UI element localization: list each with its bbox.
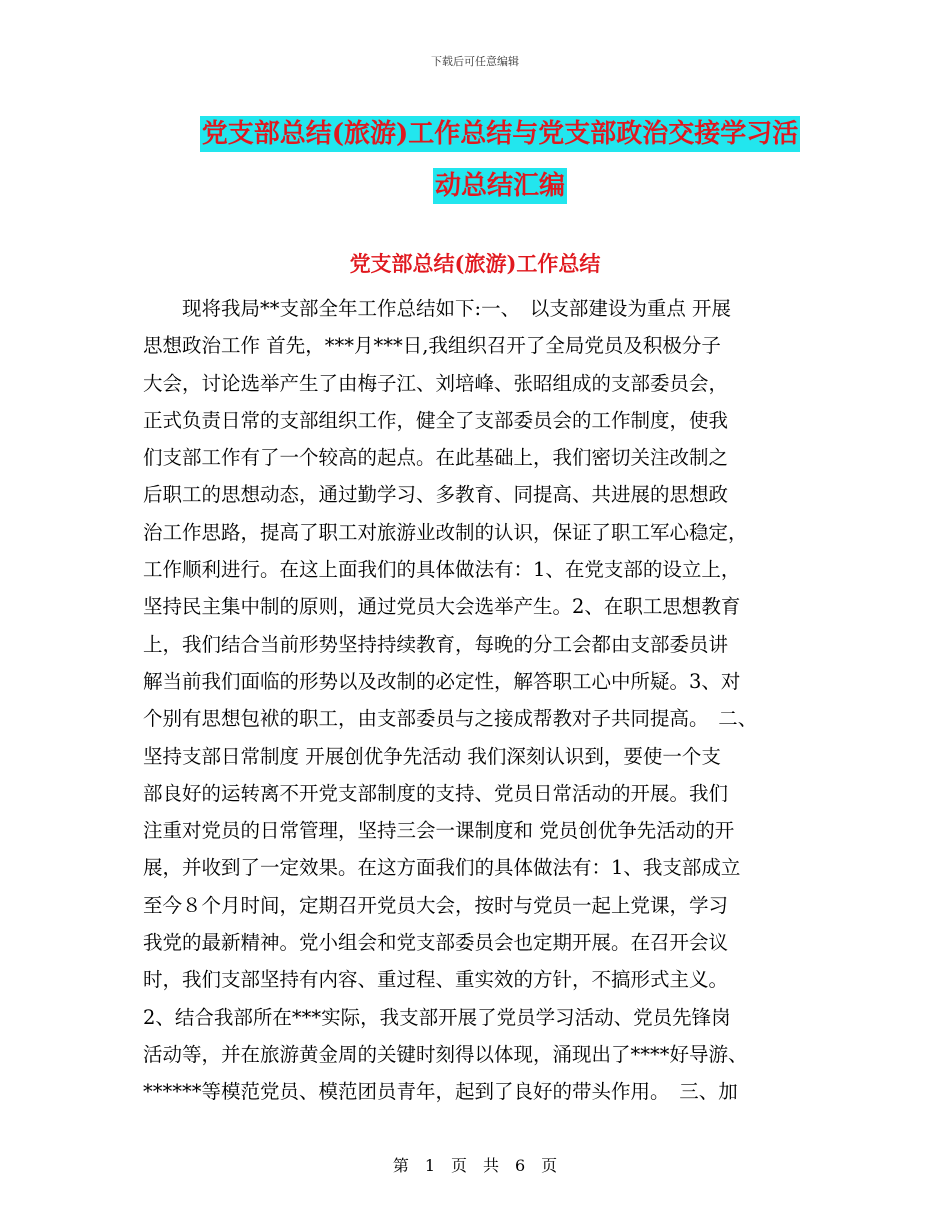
section-heading: 党支部总结(旅游)工作总结	[349, 251, 601, 276]
body-line: 思想政治工作 首先，***月***日,我组织召开了全局党员及积极分子	[143, 334, 721, 358]
body-line: ******等模范党员、模范团员青年，起到了良好的带头作用。 三、加	[143, 1080, 738, 1104]
body-line: 部良好的运转离不开党支部制度的支持、党员日常活动的开展。我们	[143, 781, 729, 805]
body-line: 工作顺利进行。在这上面我们的具体做法有：1、在党支部的设立上，	[143, 558, 741, 582]
body-line: 治工作思路，提高了职工对旅游业改制的认识，保证了职工军心稳定，	[143, 520, 748, 544]
body-line: 现将我局**支部全年工作总结如下:一、 以支部建设为重点 开展	[143, 297, 732, 320]
body-line: 坚持支部日常制度 开展创优争先活动 我们深刻认识到，要使一个支	[143, 744, 721, 768]
body-line: 上，我们结合当前形势坚持持续教育，每晚的分工会都由支部委员讲	[143, 632, 729, 656]
body-line: 解当前我们面临的形势以及改制的必定性，解答职工心中所疑。3、对	[143, 669, 741, 693]
body-line: 注重对党员的日常管理，坚持三会一课制度和 党员创优争先活动的开	[143, 819, 735, 843]
body-line: 至今８个月时间，定期召开党员大会，按时与党员一起上党课，学习	[143, 893, 729, 917]
title-line-2: 动总结汇编	[433, 168, 567, 204]
document-title	[180, 108, 820, 212]
header-note: 下载后可任意编辑	[431, 55, 519, 68]
body-line: 大会，讨论选举产生了由梅子江、刘培峰、张昭组成的支部委员会，	[143, 371, 729, 395]
body-line: 2、结合我部所在***实际，我支部开展了党员学习活动、党员先锋岗	[143, 1005, 731, 1029]
body-line: 我党的最新精神。党小组会和党支部委员会也定期开展。在召开会议	[143, 931, 729, 955]
body-line: 个别有思想包袱的职工，由支部委员与之接成帮教对子共同提高。 二、	[143, 707, 758, 731]
body-line: 坚持民主集中制的原则，通过党员大会选举产生。2、在职工思想教育	[143, 595, 741, 619]
body-line: 时，我们支部坚持有内容、重过程、重实效的方针，不搞形式主义。	[143, 968, 729, 992]
body-line: 后职工的思想动态，通过勤学习、多教育、同提高、共进展的思想政	[143, 483, 729, 507]
body-line: 展，并收到了一定效果。在这方面我们的具体做法有：1、我支部成立	[143, 856, 741, 880]
body-text	[143, 290, 809, 1111]
title-line-1: 党支部总结(旅游)工作总结与党支部政治交接学习活	[200, 116, 801, 152]
body-line: 活动等，并在旅游黄金周的关键时刻得以体现，涌现出了****好导游、	[143, 1042, 748, 1066]
page-number-footer: 第 1 页 共 6 页	[392, 1156, 558, 1175]
body-line: 正式负责日常的支部组织工作，健全了支部委员会的工作制度，使我	[143, 408, 729, 432]
body-line: 们支部工作有了一个较高的起点。在此基础上，我们密切关注改制之	[143, 446, 729, 470]
